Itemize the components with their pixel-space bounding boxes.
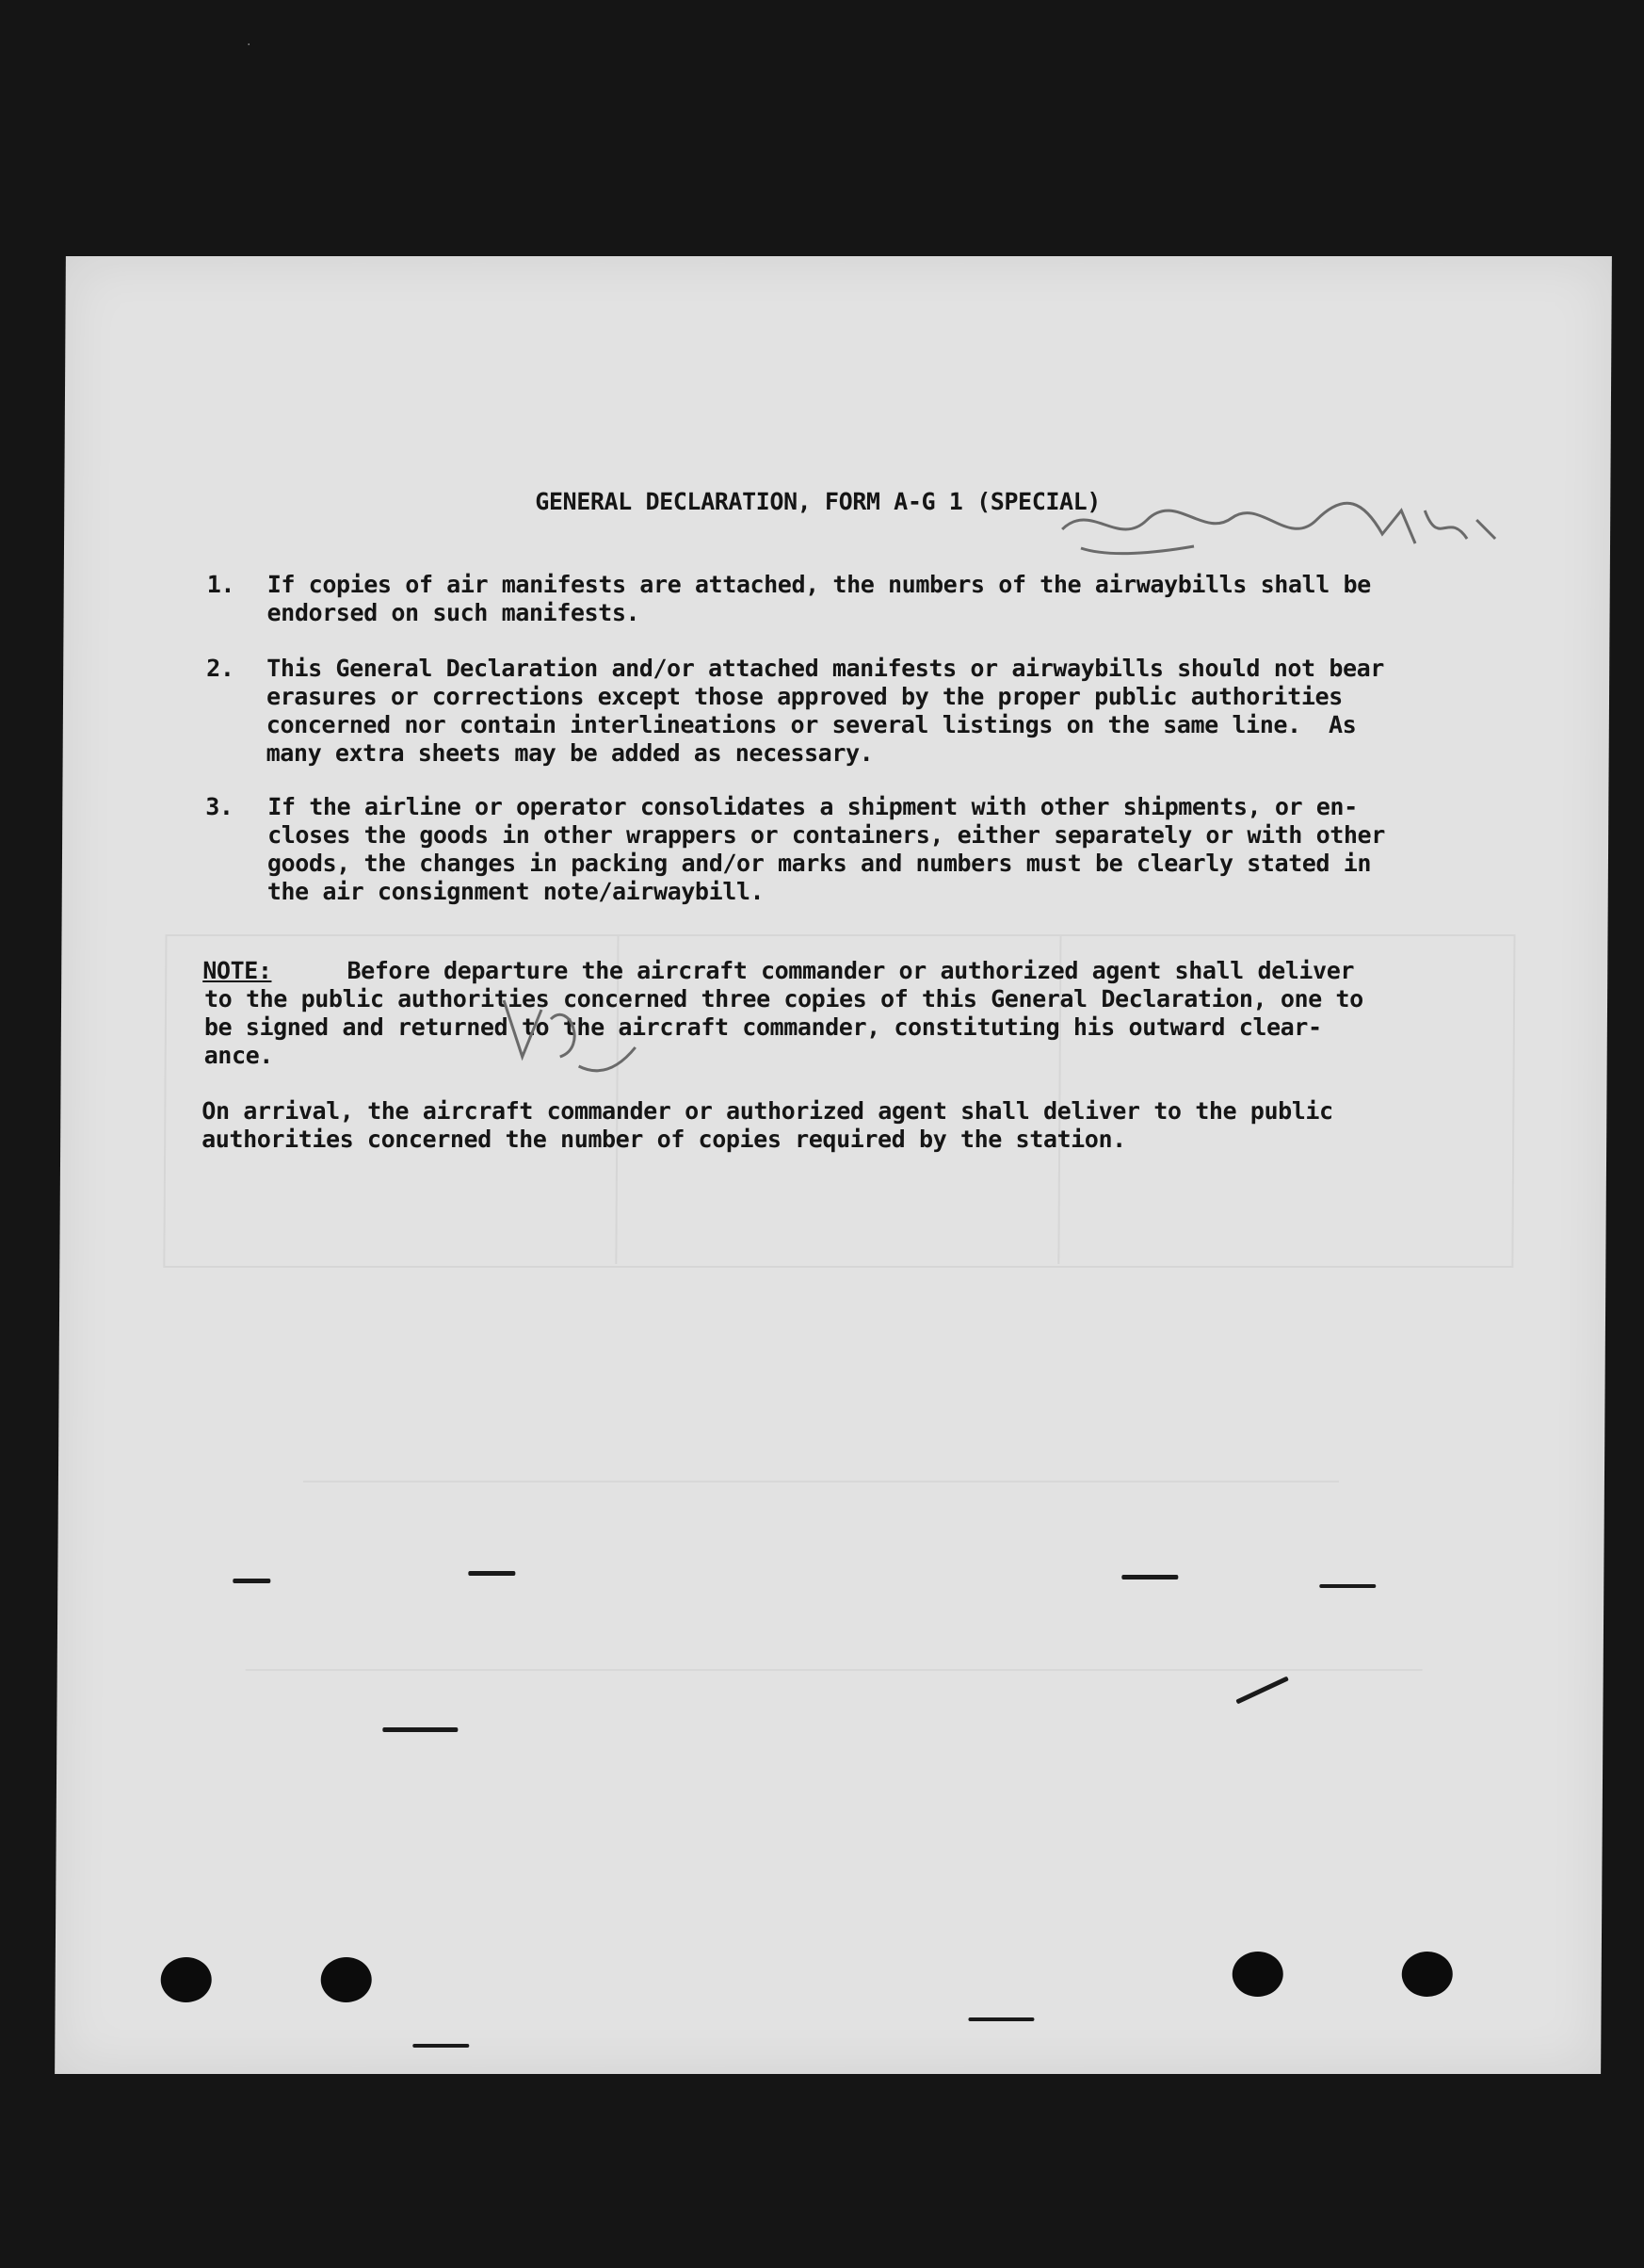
item-number: 1. (206, 571, 235, 598)
note-label: NOTE: (202, 957, 272, 984)
ink-speck (233, 1579, 270, 1583)
item-line: If the airline or operator consolidates a shipment with other shipments, or en- (267, 793, 1358, 820)
arrival-line: On arrival, the aircraft commander or authorized agent shall deliver to the public (201, 1097, 1333, 1125)
punch-hole (161, 1957, 212, 2002)
pencil-annotation (485, 981, 655, 1085)
note-line: ance. (203, 1042, 274, 1069)
item-line: goods, the changes in packing and/or marks and numbers must be clearly stated in (266, 850, 1372, 877)
bleed-through-rule (303, 1481, 1339, 1482)
item-line: the air consignment note/airwaybill. (266, 878, 765, 905)
ink-speck (1235, 1677, 1289, 1705)
paper-sheet (55, 256, 1612, 2074)
ink-speck (968, 2017, 1034, 2021)
item-line: closes the goods in other wrappers or containers, either separately or with other (267, 821, 1385, 849)
note-line: to the public authorities concerned three copies of this General Declaration, one to (203, 985, 1363, 1012)
scan-speck: · (247, 38, 251, 53)
arrival-line: authorities concerned the number of copies required by the station. (201, 1126, 1126, 1153)
note-line: Before departure the aircraft commander or authorized agent shall deliver (278, 957, 1355, 984)
ink-speck (1319, 1584, 1376, 1588)
ink-speck (382, 1727, 458, 1732)
item-line: If copies of air manifests are attached, the numbers of the airwaybills shall be (266, 571, 1371, 598)
item-line: concerned nor contain interlineations or several listings on the same line. As (266, 711, 1357, 738)
punch-hole (321, 1957, 372, 2002)
item-number: 2. (206, 655, 234, 682)
note-line: be signed and returned to the aircraft commander, constituting his outward clear- (203, 1013, 1322, 1041)
item-number: 3. (205, 793, 234, 820)
document-title: GENERAL DECLARATION, FORM A-G 1 (SPECIAL) (535, 488, 1102, 515)
ink-speck (1121, 1575, 1178, 1580)
punch-hole (1233, 1952, 1283, 1997)
ink-speck (412, 2044, 469, 2048)
punch-hole (1402, 1952, 1453, 1997)
ink-speck (468, 1571, 515, 1576)
item-line: endorsed on such manifests. (266, 599, 640, 626)
pencil-annotation (1053, 492, 1505, 567)
bleed-through-rule (246, 1669, 1423, 1671)
item-line: This General Declaration and/or attached manifests or airwaybills should not bear (266, 655, 1385, 682)
item-line: erasures or corrections except those approved by the proper public authorities (266, 683, 1343, 710)
item-line: many extra sheets may be added as necessary. (266, 739, 874, 767)
